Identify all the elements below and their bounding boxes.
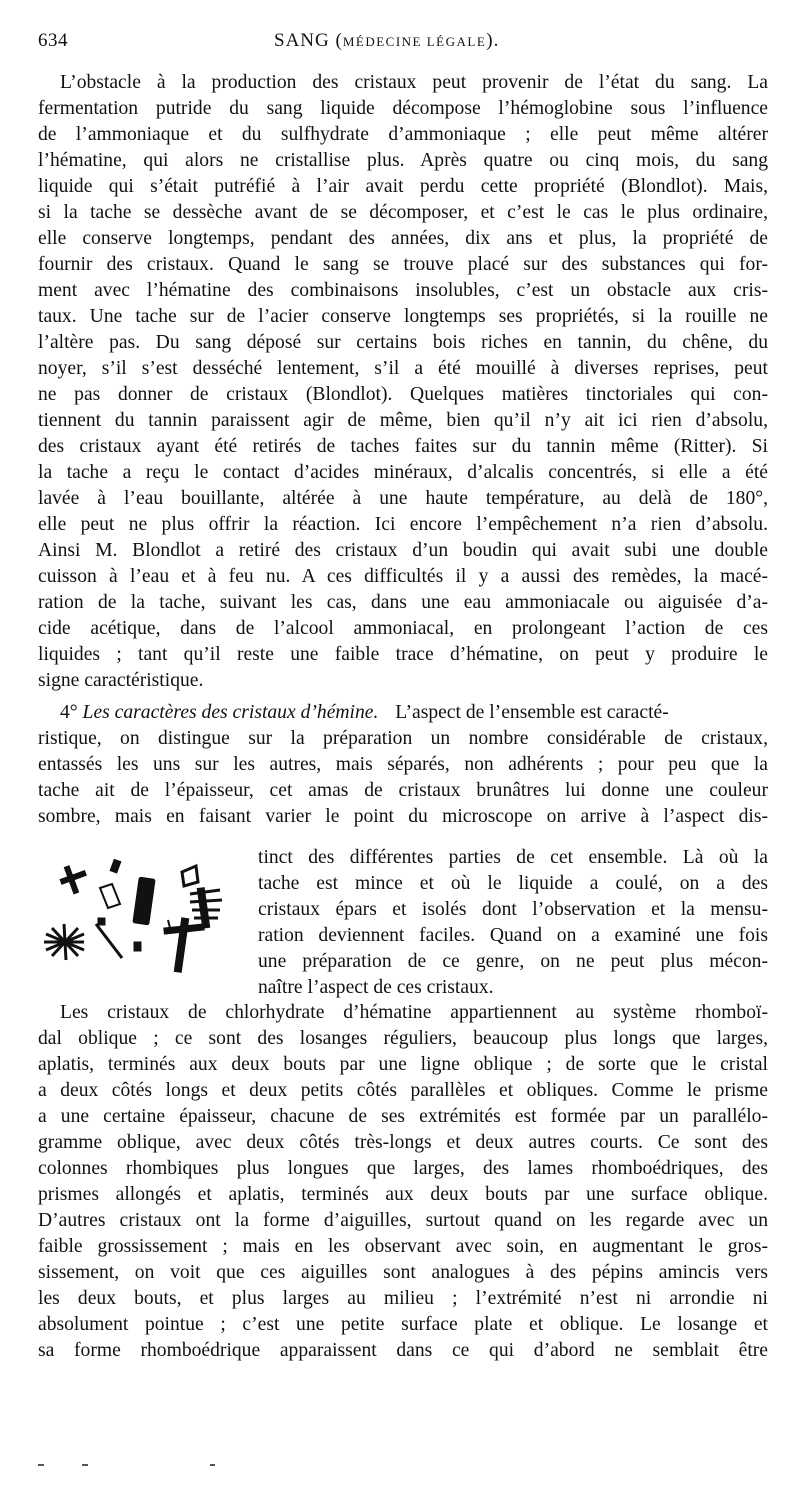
text-line: l’hématine, qui alors ne cristallise plus. Après quatre ou cinq mois, du sang [38,150,768,171]
text-line: des cristaux ayant été retirés de taches faites sur du tannin même (Ritter). Si [38,436,768,457]
text-line: elle peut ne plus offrir la réaction. Ici encore l’empêchement n’a rien d’absolu. [38,514,768,535]
text-line: ment avec l’hématine des combinaisons insolubles, c’est un obstacle aux cris- [38,280,768,301]
page-number: 634 [38,30,68,51]
text-line: a une certaine épaisseur, chacune de ses extrémités est formée par un parallélo- [38,1106,768,1127]
running-title [274,30,499,52]
scan-specks [38,1460,218,1470]
section-text: L’aspect de l’ensemble est caracté- [395,702,669,723]
text-line: les deux bouts, et plus larges au milieu ; l’extrémité n’est ni arrondie ni [38,1288,768,1309]
text-line: Ainsi M. Blondlot a retiré des cristaux d’un boudin qui avait subi une double [38,540,768,561]
text-line: si la tache se dessèche avant de se décomposer, et c’est le cas le plus ordinaire, [38,202,768,223]
text-line: fermentation putride du sang liquide décompose l’hémoglobine sous l’influence [38,98,768,119]
text-line: prismes allongés et aplatis, terminés aux deux bouts par une surface oblique. [38,1184,768,1205]
section-number: 4° [60,702,78,723]
text-line: L’obstacle à la production des cristaux peut provenir de l’état du sang. La [60,72,768,93]
text-line: noyer, s’il s’est desséché lentement, s’il a été mouillé à diverses reprises, peut [38,358,768,379]
text-line: naître l’aspect de ces cristaux. [258,977,494,998]
hemin-crystals-icon [44,859,222,972]
text-line: sa forme rhomboédrique apparaissent dans ce qui d’abord ne semblait être [38,1340,768,1361]
text-line: tache est mince et où le liquide a coulé, on a des [258,873,768,894]
text-line: taux. Une tache sur de l’acier conserve longtemps ses propriétés, si la rouille ne [38,306,768,327]
running-title-main: SANG ( [274,30,343,51]
running-header [38,30,768,56]
text-line: fournir des cristaux. Quand le sang se trouve placé sur des substances qui for- [38,254,768,275]
text-line: faible grossissement ; mais en les observant avec soin, en augmentant le gros- [38,1236,768,1257]
text-line: liquide qui s’était putréfié à l’air avait perdu cette propriété (Blondlot). Mais, [38,176,768,197]
text-line: signe caractéristique. [38,670,204,691]
text-line: aplatis, terminés aux deux bouts par une ligne oblique ; de sorte que le cristal [38,1054,768,1075]
text-line: sombre, mais en faisant varier le point du microscope on arrive à l’aspect dis- [38,806,768,827]
text-line: la tache a reçu le contact d’acides minéraux, d’alcalis concentrés, si elle a été [38,462,768,483]
text-line: tiennent du tannin paraissent agir de même, bien qu’il n’y ait ici rien d’absolu, [38,410,768,431]
text-line: sissement, on voit que ces aiguilles sont analogues à des pépins amincis vers [38,1262,768,1283]
text-line: gramme oblique, avec deux côtés très-longs et deux autres courts. Ce sont des [38,1132,768,1153]
running-title-small: MÉDECINE LÉGALE [342,34,487,49]
text-line: cristaux épars et isolés dont l’observation et la mensu- [258,899,768,920]
text-line: dal oblique ; ce sont des losanges réguliers, beaucoup plus longs que larges, [38,1028,768,1049]
crystal-figure [40,858,245,976]
text-line: une préparation de ce genre, on ne peut plus mécon- [258,951,768,972]
text-line: l’altère pas. Du sang déposé sur certains bois riches en tannin, du chêne, du [38,332,768,353]
text-line: cide acétique, dans de l’alcool ammoniacal, en prolongeant l’action de ces [38,618,768,639]
text-line: ration deviennent faciles. Quand on a examiné une fois [258,925,768,946]
text-line: ration de la tache, suivant les cas, dans une eau ammoniacale ou aiguisée d’a- [38,592,768,613]
text-line: D’autres cristaux ont la forme d’aiguilles, surtout quand on les regarde avec un [38,1210,768,1231]
text-line: de l’ammoniaque et du sulfhydrate d’ammoniaque ; elle peut même altérer [38,124,768,145]
text-line: absolument pointue ; c’est une petite surface plate et oblique. Le losange et [38,1314,768,1335]
text-line: elle conserve longtemps, pendant des années, dix ans et plus, la propriété de [38,228,768,249]
text-line: cuisson à l’eau et à feu nu. A ces difficultés il y a aussi des remèdes, la macé- [38,566,768,587]
text-line: colonnes rhombiques plus longues que larges, des lames rhomboédriques, des [38,1158,768,1179]
text-line: tache ait de l’épaisseur, cet amas de cristaux brunâtres lui donne une couleur [38,780,768,801]
text-line: Les cristaux de chlorhydrate d’hématine appartiennent au système rhomboï- [60,1002,768,1023]
text-line: ristique, on distingue sur la préparation un nombre considérable de cristaux, [38,728,768,749]
text-line: a deux côtés longs et deux petits côtés parallèles et obliques. Comme le prisme [38,1080,768,1101]
text-line: entassés les uns sur les autres, mais séparés, non adhérents ; pour peu que la [38,754,768,775]
text-line: lavée à l’eau bouillante, altérée à une haute température, au delà de 180°, [38,488,768,509]
text-line: ne pas donner de cristaux (Blondlot). Quelques matières tinctoriales qui con- [38,384,768,405]
running-title-end: ). [486,30,500,51]
section-heading-line [60,700,768,726]
section-heading: Les caractères des cristaux d’hémine. [82,702,379,723]
text-line: liquides ; tant qu’il reste une faible trace d’hématine, on peut y produire le [38,644,768,665]
text-line: tinct des différentes parties de cet ensemble. Là où la [258,847,768,868]
